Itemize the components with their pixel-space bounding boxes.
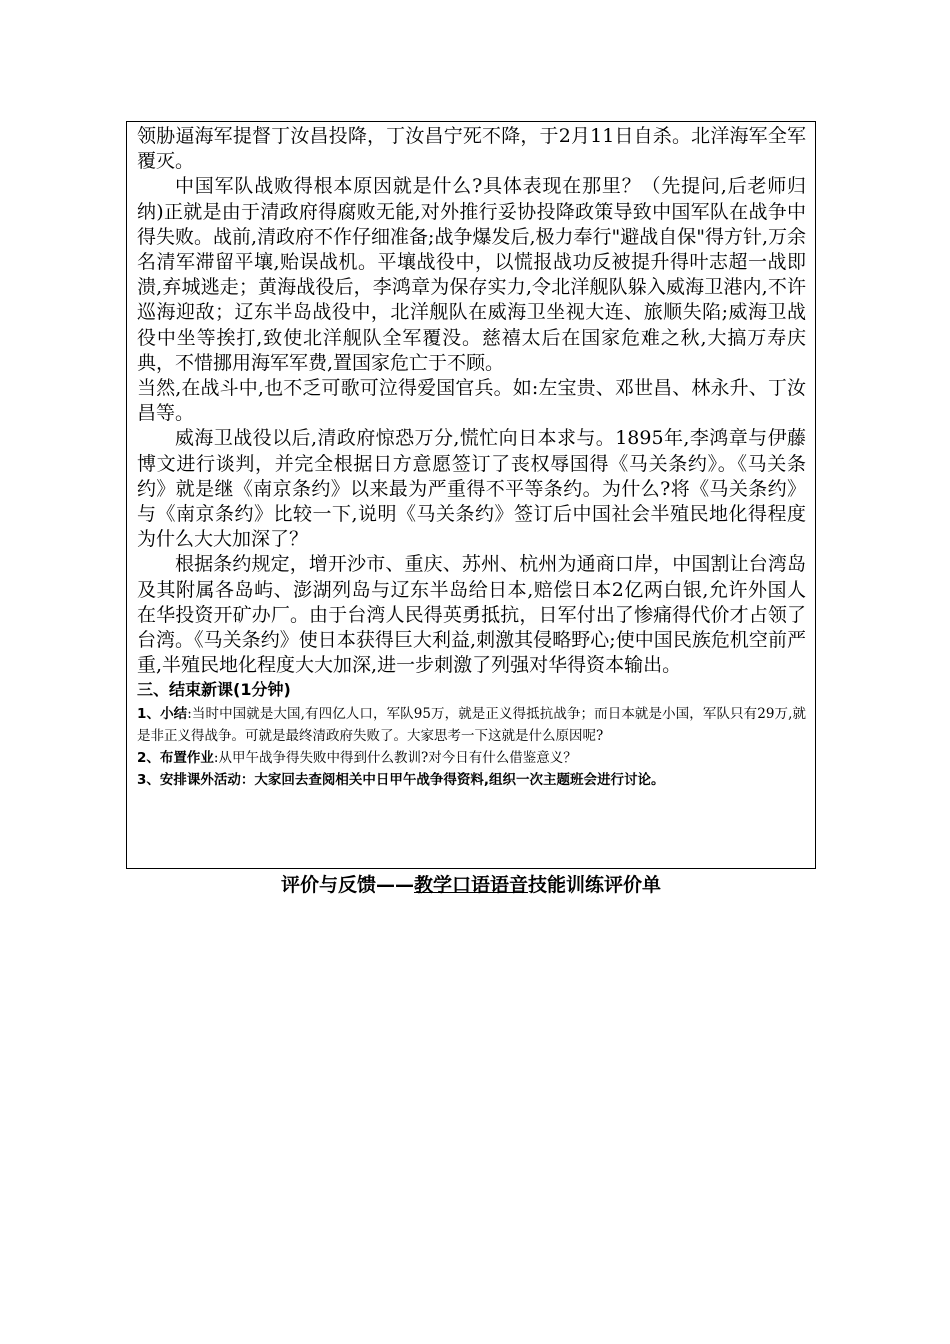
activity-label: 3、安排课外活动：大家回去查阅相关中日甲午战争得资料,组织一次主题班会进行讨论。 (137, 772, 665, 789)
paragraph-navy-defeat: 领胁逼海军提督丁汝昌投降，丁汝昌宁死不降，于2月11日自杀。北洋海军全军覆灭。 (137, 125, 806, 173)
activity-item (137, 769, 806, 791)
homework-item (137, 747, 806, 769)
evaluation-title-suffix: 技能训练评价单 (528, 874, 662, 896)
paragraph-treaty-signing: 威海卫战役以后,清政府惊恐万分,慌忙向日本求与。1895年,李鸿章与伊藤博文进行谈判，并完全根据日方意愿签订了丧权辱国得《马关条约》。《马关条约》就是继《南京条约》以来最为严重得不平等条约。为什么?将《马关条约》与《南京条约》比较一下,说明《马关条约》签订后中国社会半殖民地化得程度为什么大大加深了？ (137, 427, 806, 551)
summary-item (137, 703, 806, 747)
homework-text: :从甲午战争得失败中得到什么教训?对今日有什么借鉴意义？ (213, 750, 577, 767)
paragraph-treaty-terms: 根据条约规定，增开沙市、重庆、苏州、杭州为通商口岸，中国割让台湾岛及其附属各岛屿、澎湖列岛与辽东半岛给日本,赔偿日本2亿两白银,允许外国人在华投资开矿办厂。由于台湾人民得英勇抵抗，日军付出了惨痛得代价才占领了台湾。《马关条约》使日本获得巨大利益,刺激其侵略野心;使中国民族危机空前严重,半殖民地化程度大大加深,进一步刺激了列强对华得资本输出。 (137, 553, 806, 677)
homework-label: 2、布置作业 (137, 750, 214, 767)
evaluation-title (126, 872, 816, 898)
summary-label: 1、小结 (137, 706, 188, 723)
evaluation-title-underlined: 教学口语语音 (413, 874, 528, 896)
summary-text: :当时中国就是大国,有四亿人口，军队95万，就是正义得抵抗战争；而日本就是小国，军队只有29万,就是非正义得战争。可就是最终清政府失败了。大家思考一下这就是什么原因呢? (137, 706, 806, 745)
paragraph-defeat-reasons: 中国军队战败得根本原因就是什么?具体表现在那里？（先提问,后老师归纳)正就是由于清政府得腐败无能,对外推行妥协投降政策导致中国军队在战争中得失败。战前,清政府不作仔细准备;战争爆发后,极力奉行"避战自保"得方针,万余名清军滞留平壤,贻误战机。平壤战役中，以慌报战功反被提升得叶志超一战即溃,弃城逃走；黄海战役后，李鸿章为保存实力,令北洋舰队躲入威海卫港内,不许巡海迎敌；辽东半岛战役中，北洋舰队在威海卫坐视大连、旅顺失陷;威海卫战役中坐等挨打,致使北洋舰队全军覆没。慈禧太后在国家危难之秋,大搞万寿庆典，不惜挪用海军军费,置国家危亡于不顾。 (137, 175, 807, 374)
paragraph-patriots: 当然,在战斗中,也不乏可歌可泣得爱国官兵。如:左宝贵、邓世昌、林永升、丁汝昌等。 (137, 377, 806, 425)
lesson-plan-cell (126, 121, 816, 869)
section-heading: 三、结束新课(1分钟) (137, 680, 291, 700)
evaluation-title-prefix: 评价与反馈—— (280, 874, 414, 896)
